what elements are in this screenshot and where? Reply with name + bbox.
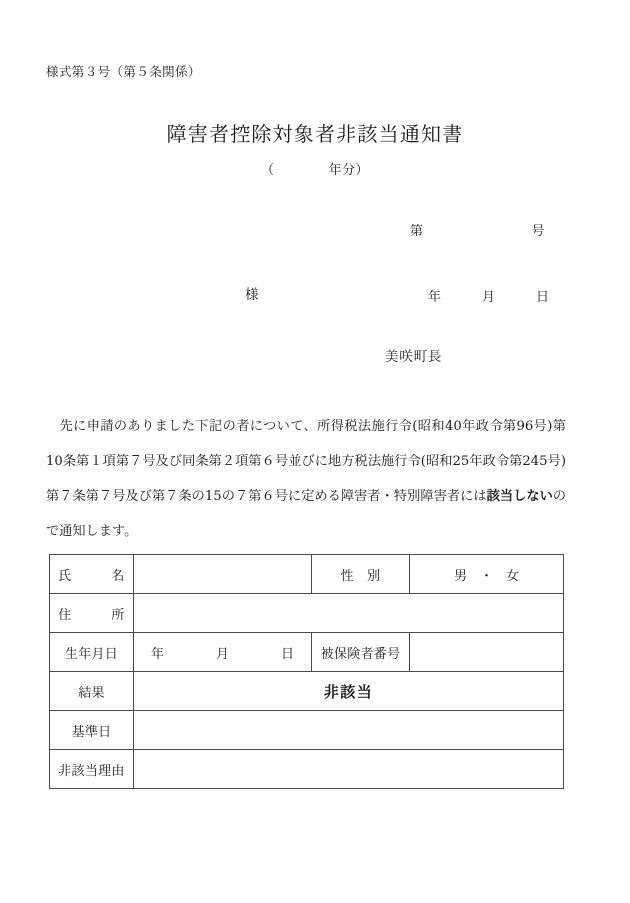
reference-block bbox=[395, 190, 585, 335]
row-label-reference-date: 基準日 bbox=[50, 711, 134, 750]
field-name-value[interactable] bbox=[134, 555, 312, 594]
title-year-field: （ 年分） bbox=[260, 163, 369, 178]
form-number: 様式第３号（第５条関係） bbox=[46, 64, 201, 79]
field-result-value: 非該当 bbox=[134, 672, 564, 711]
row-label-address: 住 所 bbox=[50, 594, 134, 633]
addressee-honorific: 様 bbox=[245, 287, 259, 303]
body-text-before-emphasis: 先に申請のありました下記の者について、所得税法施行令(昭和40年政令第96号)第10条第１項第７号及び同条第２項第６号並びに地方税法施行令(昭和25年政令第245号)第７条第７号及び第７条の15の７第６号に定める障害者・特別障害者には bbox=[46, 419, 566, 505]
body-text-emphasis: 該当しない bbox=[486, 489, 553, 505]
row-label-name: 氏 名 bbox=[50, 555, 134, 594]
recipient-info-table bbox=[49, 554, 564, 789]
row-label-reason: 非該当理由 bbox=[50, 750, 134, 789]
page-title: 障害者控除対象者非該当通知書 bbox=[166, 122, 464, 146]
row-label-birthdate: 生年月日 bbox=[50, 633, 134, 672]
issue-date-field: 年 月 日 bbox=[428, 290, 550, 305]
table-row bbox=[50, 555, 564, 594]
row-label-insured-number: 被保険者番号 bbox=[312, 633, 410, 672]
row-label-result: 結果 bbox=[50, 672, 134, 711]
body-paragraph bbox=[46, 409, 566, 549]
table-row bbox=[50, 750, 564, 789]
table-row bbox=[50, 672, 564, 711]
field-gender-value[interactable]: 男 ・ 女 bbox=[410, 555, 564, 594]
reference-number-field: 第 号 bbox=[410, 224, 546, 239]
field-reason-value[interactable] bbox=[134, 750, 564, 789]
field-reference-date-value[interactable] bbox=[134, 711, 564, 750]
field-address-value[interactable] bbox=[134, 594, 564, 633]
issuer-name: 美咲町長 bbox=[385, 349, 443, 365]
field-insured-number-value[interactable] bbox=[410, 633, 564, 672]
table-row bbox=[50, 711, 564, 750]
table-row bbox=[50, 633, 564, 672]
table-row bbox=[50, 594, 564, 633]
row-label-gender: 性 別 bbox=[312, 555, 410, 594]
body-text-after-emphasis: ので通知します。 bbox=[46, 489, 567, 540]
field-birthdate-value[interactable]: 年 月 日 bbox=[134, 633, 312, 672]
